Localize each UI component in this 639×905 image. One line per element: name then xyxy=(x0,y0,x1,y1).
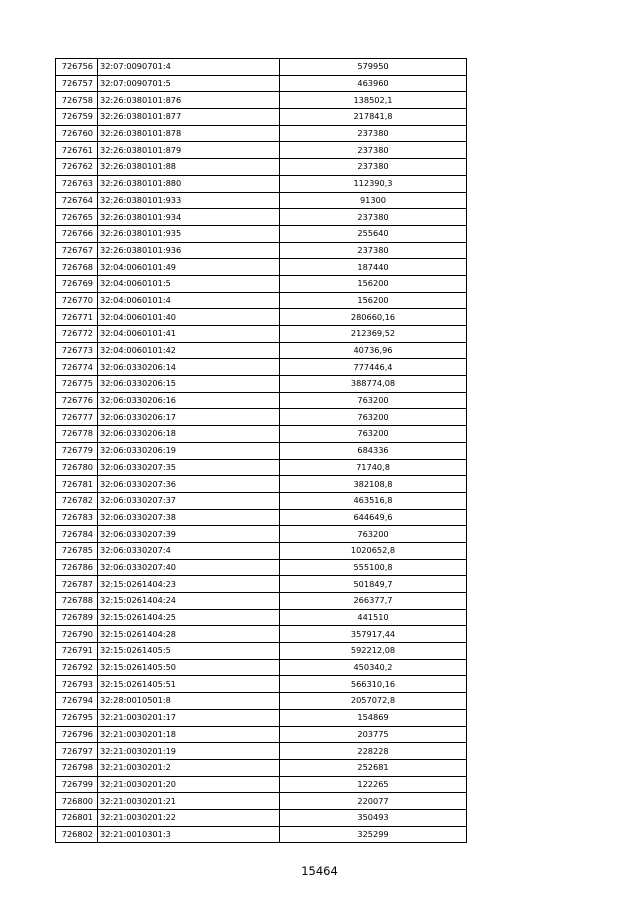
value-cell: 122265 xyxy=(280,776,467,793)
value-cell: 71740,8 xyxy=(280,459,467,476)
data-table xyxy=(55,58,467,843)
table-row xyxy=(56,576,467,593)
cadastral-number-cell: 32:04:0060101:42 xyxy=(98,342,280,359)
value-cell: 592212,08 xyxy=(280,643,467,660)
table-row xyxy=(56,509,467,526)
cadastral-number-cell: 32:06:0330207:36 xyxy=(98,476,280,493)
value-cell: 220077 xyxy=(280,793,467,810)
cadastral-number-cell: 32:15:0261404:23 xyxy=(98,576,280,593)
row-id-cell: 726778 xyxy=(56,426,98,443)
cadastral-number-cell: 32:04:0060101:5 xyxy=(98,275,280,292)
row-id-cell: 726784 xyxy=(56,526,98,543)
value-cell: 212369,52 xyxy=(280,326,467,343)
table-row xyxy=(56,776,467,793)
table-row xyxy=(56,492,467,509)
row-id-cell: 726771 xyxy=(56,309,98,326)
table-row xyxy=(56,125,467,142)
value-cell: 237380 xyxy=(280,159,467,176)
table-row xyxy=(56,192,467,209)
value-cell: 463960 xyxy=(280,75,467,92)
row-id-cell: 726772 xyxy=(56,326,98,343)
cadastral-number-cell: 32:15:0261405:50 xyxy=(98,659,280,676)
row-id-cell: 726760 xyxy=(56,125,98,142)
row-id-cell: 726788 xyxy=(56,593,98,610)
value-cell: 91300 xyxy=(280,192,467,209)
row-id-cell: 726756 xyxy=(56,59,98,76)
row-id-cell: 726789 xyxy=(56,609,98,626)
value-cell: 156200 xyxy=(280,292,467,309)
row-id-cell: 726757 xyxy=(56,75,98,92)
table-row xyxy=(56,209,467,226)
table-row xyxy=(56,593,467,610)
cadastral-number-cell: 32:26:0380101:880 xyxy=(98,175,280,192)
cadastral-number-cell: 32:26:0380101:934 xyxy=(98,209,280,226)
row-id-cell: 726766 xyxy=(56,225,98,242)
table-row xyxy=(56,342,467,359)
cadastral-number-cell: 32:04:0060101:41 xyxy=(98,326,280,343)
value-cell: 187440 xyxy=(280,259,467,276)
cadastral-number-cell: 32:07:0090701:4 xyxy=(98,59,280,76)
row-id-cell: 726776 xyxy=(56,392,98,409)
value-cell: 237380 xyxy=(280,142,467,159)
cadastral-number-cell: 32:06:0330207:37 xyxy=(98,492,280,509)
cadastral-number-cell: 32:21:0030201:20 xyxy=(98,776,280,793)
value-cell: 138502,1 xyxy=(280,92,467,109)
cadastral-number-cell: 32:26:0380101:876 xyxy=(98,92,280,109)
row-id-cell: 726769 xyxy=(56,275,98,292)
table-row xyxy=(56,526,467,543)
table-row xyxy=(56,92,467,109)
value-cell: 280660,16 xyxy=(280,309,467,326)
row-id-cell: 726762 xyxy=(56,159,98,176)
value-cell: 266377,7 xyxy=(280,593,467,610)
cadastral-number-cell: 32:06:0330206:15 xyxy=(98,376,280,393)
row-id-cell: 726792 xyxy=(56,659,98,676)
value-cell: 40736,96 xyxy=(280,342,467,359)
value-cell: 203775 xyxy=(280,726,467,743)
table-row xyxy=(56,426,467,443)
row-id-cell: 726795 xyxy=(56,709,98,726)
value-cell: 252681 xyxy=(280,759,467,776)
value-cell: 763200 xyxy=(280,409,467,426)
table-row xyxy=(56,693,467,710)
table-row xyxy=(56,275,467,292)
value-cell: 555100,8 xyxy=(280,559,467,576)
cadastral-number-cell: 32:28:0010501:8 xyxy=(98,693,280,710)
cadastral-number-cell: 32:21:0030201:19 xyxy=(98,743,280,760)
value-cell: 237380 xyxy=(280,209,467,226)
row-id-cell: 726763 xyxy=(56,175,98,192)
cadastral-number-cell: 32:21:0030201:18 xyxy=(98,726,280,743)
value-cell: 644649,6 xyxy=(280,509,467,526)
row-id-cell: 726770 xyxy=(56,292,98,309)
cadastral-number-cell: 32:21:0030201:21 xyxy=(98,793,280,810)
value-cell: 357917,44 xyxy=(280,626,467,643)
table-row xyxy=(56,376,467,393)
row-id-cell: 726796 xyxy=(56,726,98,743)
value-cell: 255640 xyxy=(280,225,467,242)
table-row xyxy=(56,142,467,159)
row-id-cell: 726786 xyxy=(56,559,98,576)
cadastral-number-cell: 32:26:0380101:879 xyxy=(98,142,280,159)
row-id-cell: 726758 xyxy=(56,92,98,109)
cadastral-number-cell: 32:15:0261405:51 xyxy=(98,676,280,693)
value-cell: 501849,7 xyxy=(280,576,467,593)
cadastral-number-cell: 32:06:0330207:4 xyxy=(98,542,280,559)
cadastral-number-cell: 32:26:0380101:878 xyxy=(98,125,280,142)
table-row xyxy=(56,59,467,76)
row-id-cell: 726787 xyxy=(56,576,98,593)
row-id-cell: 726794 xyxy=(56,693,98,710)
row-id-cell: 726783 xyxy=(56,509,98,526)
row-id-cell: 726773 xyxy=(56,342,98,359)
table-row xyxy=(56,559,467,576)
table-row xyxy=(56,359,467,376)
value-cell: 228228 xyxy=(280,743,467,760)
table-row xyxy=(56,626,467,643)
cadastral-number-cell: 32:06:0330207:39 xyxy=(98,526,280,543)
value-cell: 579950 xyxy=(280,59,467,76)
cadastral-number-cell: 32:07:0090701:5 xyxy=(98,75,280,92)
row-id-cell: 726764 xyxy=(56,192,98,209)
row-id-cell: 726799 xyxy=(56,776,98,793)
table-row xyxy=(56,175,467,192)
table-row xyxy=(56,109,467,126)
value-cell: 763200 xyxy=(280,392,467,409)
row-id-cell: 726774 xyxy=(56,359,98,376)
cadastral-number-cell: 32:06:0330206:19 xyxy=(98,442,280,459)
table-row xyxy=(56,709,467,726)
row-id-cell: 726777 xyxy=(56,409,98,426)
cadastral-number-cell: 32:26:0380101:935 xyxy=(98,225,280,242)
table-row xyxy=(56,476,467,493)
table-row xyxy=(56,542,467,559)
table-row xyxy=(56,159,467,176)
cadastral-number-cell: 32:21:0010301:3 xyxy=(98,826,280,843)
table-row xyxy=(56,75,467,92)
table-row xyxy=(56,442,467,459)
row-id-cell: 726767 xyxy=(56,242,98,259)
value-cell: 777446,4 xyxy=(280,359,467,376)
table-row xyxy=(56,759,467,776)
cadastral-number-cell: 32:06:0330206:16 xyxy=(98,392,280,409)
row-id-cell: 726785 xyxy=(56,542,98,559)
cadastral-number-cell: 32:15:0261404:24 xyxy=(98,593,280,610)
table-row xyxy=(56,259,467,276)
value-cell: 217841,8 xyxy=(280,109,467,126)
table-row xyxy=(56,643,467,660)
row-id-cell: 726765 xyxy=(56,209,98,226)
table-row xyxy=(56,609,467,626)
value-cell: 325299 xyxy=(280,826,467,843)
value-cell: 1020652,8 xyxy=(280,542,467,559)
table-row xyxy=(56,676,467,693)
table-row xyxy=(56,309,467,326)
row-id-cell: 726775 xyxy=(56,376,98,393)
cadastral-number-cell: 32:04:0060101:4 xyxy=(98,292,280,309)
table-row xyxy=(56,793,467,810)
table-row xyxy=(56,242,467,259)
cadastral-number-cell: 32:15:0261404:28 xyxy=(98,626,280,643)
row-id-cell: 726793 xyxy=(56,676,98,693)
value-cell: 237380 xyxy=(280,125,467,142)
cadastral-number-cell: 32:21:0030201:22 xyxy=(98,809,280,826)
row-id-cell: 726791 xyxy=(56,643,98,660)
row-id-cell: 726782 xyxy=(56,492,98,509)
value-cell: 388774,08 xyxy=(280,376,467,393)
cadastral-number-cell: 32:06:0330207:35 xyxy=(98,459,280,476)
cadastral-number-cell: 32:21:0030201:17 xyxy=(98,709,280,726)
value-cell: 463516,8 xyxy=(280,492,467,509)
row-id-cell: 726802 xyxy=(56,826,98,843)
table-row xyxy=(56,292,467,309)
table-row xyxy=(56,726,467,743)
table-body xyxy=(56,59,467,843)
cadastral-number-cell: 32:21:0030201:2 xyxy=(98,759,280,776)
table-row xyxy=(56,809,467,826)
value-cell: 763200 xyxy=(280,426,467,443)
value-cell: 566310,16 xyxy=(280,676,467,693)
value-cell: 112390,3 xyxy=(280,175,467,192)
cadastral-number-cell: 32:06:0330207:38 xyxy=(98,509,280,526)
row-id-cell: 726798 xyxy=(56,759,98,776)
cadastral-number-cell: 32:06:0330206:17 xyxy=(98,409,280,426)
cadastral-number-cell: 32:06:0330207:40 xyxy=(98,559,280,576)
row-id-cell: 726781 xyxy=(56,476,98,493)
value-cell: 763200 xyxy=(280,526,467,543)
value-cell: 237380 xyxy=(280,242,467,259)
value-cell: 450340,2 xyxy=(280,659,467,676)
table-row xyxy=(56,409,467,426)
table-row xyxy=(56,743,467,760)
row-id-cell: 726801 xyxy=(56,809,98,826)
row-id-cell: 726759 xyxy=(56,109,98,126)
cadastral-number-cell: 32:26:0380101:877 xyxy=(98,109,280,126)
cadastral-number-cell: 32:26:0380101:933 xyxy=(98,192,280,209)
value-cell: 441510 xyxy=(280,609,467,626)
value-cell: 684336 xyxy=(280,442,467,459)
cadastral-number-cell: 32:04:0060101:49 xyxy=(98,259,280,276)
cadastral-number-cell: 32:06:0330206:18 xyxy=(98,426,280,443)
table-row xyxy=(56,459,467,476)
value-cell: 154869 xyxy=(280,709,467,726)
cadastral-number-cell: 32:15:0261405:5 xyxy=(98,643,280,660)
cadastral-number-cell: 32:26:0380101:936 xyxy=(98,242,280,259)
row-id-cell: 726780 xyxy=(56,459,98,476)
value-cell: 156200 xyxy=(280,275,467,292)
cadastral-number-cell: 32:15:0261404:25 xyxy=(98,609,280,626)
cadastral-number-cell: 32:06:0330206:14 xyxy=(98,359,280,376)
value-cell: 382108,8 xyxy=(280,476,467,493)
table-row xyxy=(56,659,467,676)
cadastral-number-cell: 32:04:0060101:40 xyxy=(98,309,280,326)
row-id-cell: 726797 xyxy=(56,743,98,760)
row-id-cell: 726790 xyxy=(56,626,98,643)
cadastral-number-cell: 32:26:0380101:88 xyxy=(98,159,280,176)
table-row xyxy=(56,392,467,409)
row-id-cell: 726761 xyxy=(56,142,98,159)
row-id-cell: 726800 xyxy=(56,793,98,810)
value-cell: 350493 xyxy=(280,809,467,826)
page-number: 15464 xyxy=(301,864,338,878)
row-id-cell: 726768 xyxy=(56,259,98,276)
table-row xyxy=(56,225,467,242)
table-row xyxy=(56,826,467,843)
value-cell: 2057072,8 xyxy=(280,693,467,710)
table-row xyxy=(56,326,467,343)
row-id-cell: 726779 xyxy=(56,442,98,459)
